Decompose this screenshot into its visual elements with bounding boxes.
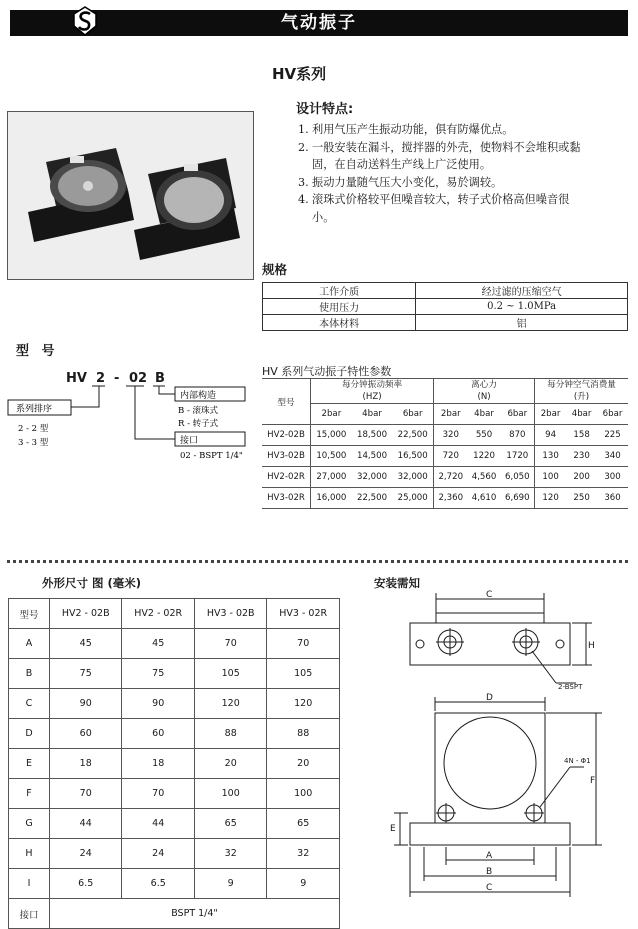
dim-cell: 70 [267, 629, 340, 659]
feature-text: 滚珠式价格较平但噪音较大，转子式价格高但噪音很小。 [312, 193, 570, 224]
col-header-pressure: 6bar [392, 404, 433, 425]
dim-cell: 9 [194, 869, 266, 899]
model-code-diagram [0, 360, 262, 490]
port-item: 02 - BSPT 1/4" [180, 451, 243, 461]
dim-cell: 65 [194, 809, 266, 839]
feature-item [298, 121, 588, 139]
spec-row [263, 299, 628, 315]
perf-cell: 870 [501, 425, 535, 446]
dim-cell: 100 [194, 779, 266, 809]
dim-cell: 70 [122, 779, 195, 809]
dim-cell: 9 [267, 869, 340, 899]
front-view-ring [444, 717, 536, 809]
col-header-pressure: 4bar [352, 404, 393, 425]
series-item: 2 - 2 型 [18, 424, 49, 434]
dim-cell: 24 [122, 839, 195, 869]
dim-row [9, 779, 340, 809]
dim-cell: 90 [50, 689, 122, 719]
dim-port-label: 接口 [9, 899, 50, 929]
dim-label-e: E [390, 824, 396, 834]
top-hole-icon [556, 640, 564, 648]
front-view-base [410, 823, 570, 845]
dim-row [9, 659, 340, 689]
dim-header: HV3 - 02B [194, 599, 266, 629]
dim-row-label: G [9, 809, 50, 839]
col-header-pressure: 6bar [597, 404, 628, 425]
dim-row-label: D [9, 719, 50, 749]
spec-row [263, 315, 628, 331]
code-size: 2 [96, 371, 106, 386]
dim-row-label: I [9, 869, 50, 899]
dim-cell: 45 [50, 629, 122, 659]
dim-cell: 90 [122, 689, 195, 719]
dim-cell: 105 [194, 659, 266, 689]
dim-cell: 120 [194, 689, 266, 719]
dim-cell: 24 [50, 839, 122, 869]
perf-cell: 94 [535, 425, 567, 446]
perf-cell: 300 [597, 467, 628, 488]
dim-row [9, 839, 340, 869]
dim-port-row [9, 899, 340, 929]
dim-row [9, 689, 340, 719]
perf-cell: 225 [597, 425, 628, 446]
perf-cell: 32,000 [392, 467, 433, 488]
title-bar [10, 10, 628, 36]
dim-label-a: A [486, 851, 493, 861]
dim-label-holes: 4N - Φ1 [564, 757, 591, 765]
dimensions-heading: 外形尺寸 图 (毫米) [42, 576, 142, 590]
perf-cell: 25,000 [392, 488, 433, 509]
perf-cell: 32,000 [352, 467, 393, 488]
perf-cell: 4,560 [467, 467, 500, 488]
col-header-pressure: 2bar [535, 404, 567, 425]
dim-label-d: D [486, 693, 493, 703]
col-header-model: 型号 [262, 379, 311, 425]
perf-cell: 1720 [501, 446, 535, 467]
dim-row-label: A [9, 629, 50, 659]
brand-logo-icon [72, 6, 98, 36]
dim-row-label: F [9, 779, 50, 809]
vibrator-illustration [8, 112, 253, 279]
perf-cell: 320 [434, 425, 468, 446]
dim-row [9, 629, 340, 659]
structure-item: B - 滚珠式 [178, 406, 219, 416]
perf-cell: 340 [597, 446, 628, 467]
dim-header: HV3 - 02R [267, 599, 340, 629]
col-header-pressure: 6bar [501, 404, 535, 425]
dim-row-label: E [9, 749, 50, 779]
dim-cell: 32 [194, 839, 266, 869]
dim-row-label: C [9, 689, 50, 719]
feature-number: 3. [298, 175, 309, 189]
perf-row [262, 488, 628, 509]
dim-label-c-bottom: C [486, 883, 493, 893]
dim-row-label: H [9, 839, 50, 869]
dim-cell: 100 [267, 779, 340, 809]
perf-cell: 22,500 [392, 425, 433, 446]
section-divider [7, 560, 628, 563]
perf-cell: 6,050 [501, 467, 535, 488]
perf-model: HV3-02B [262, 446, 311, 467]
code-port: 02 [129, 371, 148, 386]
perf-cell: 2,360 [434, 488, 468, 509]
perf-cell: 15,000 [311, 425, 352, 446]
dim-row [9, 869, 340, 899]
dim-cell: 32 [267, 839, 340, 869]
dim-cell: 120 [267, 689, 340, 719]
feature-text: 一般安装在漏斗，搅拌器的外壳，使物料不会堆积或黏固，在自动送料生产线上广泛使用。 [312, 140, 581, 172]
dim-cell: 75 [122, 659, 195, 689]
spec-label: 使用压力 [263, 299, 416, 315]
port-box-label: 接口 [180, 436, 199, 446]
dim-cell: 65 [267, 809, 340, 839]
dim-header-row [9, 599, 340, 629]
product-photo [7, 111, 254, 280]
dim-row [9, 719, 340, 749]
col-header-pressure: 2bar [434, 404, 468, 425]
perf-cell: 6,690 [501, 488, 535, 509]
performance-heading: HV 系列气动振子特性参数 [262, 365, 392, 378]
dim-header: HV2 - 02R [122, 599, 195, 629]
feature-number: 4. [298, 193, 309, 207]
dim-cell: 18 [122, 749, 195, 779]
features-heading: 设计特点: [296, 102, 354, 117]
dim-cell: 45 [122, 629, 195, 659]
performance-table [262, 378, 628, 509]
spec-table [262, 282, 628, 331]
structure-item: R - 转子式 [178, 419, 219, 429]
structure-box-label: 内部构造 [180, 391, 217, 401]
perf-model: HV2-02B [262, 425, 311, 446]
dim-port-value: BSPT 1/4" [50, 899, 340, 929]
code-dash: - [114, 371, 120, 386]
feature-number: 2. [298, 140, 309, 154]
spec-label: 本体材料 [263, 315, 416, 331]
dim-cell: 88 [194, 719, 266, 749]
dim-label-h: H [588, 641, 595, 651]
dim-cell: 6.5 [50, 869, 122, 899]
perf-model: HV2-02R [262, 467, 311, 488]
dim-cell: 20 [267, 749, 340, 779]
feature-item [298, 174, 588, 192]
perf-cell: 200 [566, 467, 597, 488]
dim-label-f: F [590, 776, 596, 786]
dim-row-label: B [9, 659, 50, 689]
perf-cell: 4,610 [467, 488, 500, 509]
perf-row [262, 467, 628, 488]
series-item: 3 - 3 型 [18, 438, 49, 448]
spec-row [263, 283, 628, 299]
perf-model: HV3-02R [262, 488, 311, 509]
model-heading: 型 号 [16, 344, 59, 359]
perf-cell: 10,500 [311, 446, 352, 467]
perf-row [262, 446, 628, 467]
dim-row [9, 749, 340, 779]
dim-label-bspt: 2-BSPT [558, 683, 583, 691]
col-header-group: 每分钟振动频率 (HZ) [311, 379, 434, 404]
col-header-pressure: 4bar [566, 404, 597, 425]
col-header-pressure: 2bar [311, 404, 352, 425]
dim-header: HV2 - 02B [50, 599, 122, 629]
top-hole-icon [416, 640, 424, 648]
dim-cell: 20 [194, 749, 266, 779]
feature-item [298, 139, 588, 174]
perf-cell: 27,000 [311, 467, 352, 488]
perf-cell: 130 [535, 446, 567, 467]
feature-text: 利用气压产生振动功能，俱有防爆优点。 [312, 123, 514, 136]
dim-cell: 44 [50, 809, 122, 839]
dim-row [9, 809, 340, 839]
dim-label-b: B [486, 867, 493, 877]
dimensions-table [8, 598, 340, 929]
dim-cell: 88 [267, 719, 340, 749]
perf-cell: 2,720 [434, 467, 468, 488]
perf-cell: 120 [535, 488, 567, 509]
dim-cell: 60 [122, 719, 195, 749]
dim-cell: 18 [50, 749, 122, 779]
spec-heading: 规格 [262, 262, 288, 277]
perf-cell: 158 [566, 425, 597, 446]
dim-cell: 6.5 [122, 869, 195, 899]
dim-cell: 70 [194, 629, 266, 659]
perf-cell: 550 [467, 425, 500, 446]
perf-cell: 18,500 [352, 425, 393, 446]
perf-cell: 22,500 [352, 488, 393, 509]
perf-cell: 250 [566, 488, 597, 509]
code-structure: B [155, 371, 165, 386]
col-header-pressure: 4bar [467, 404, 500, 425]
series-box-label: 系列排序 [16, 404, 53, 415]
dim-cell: 60 [50, 719, 122, 749]
perf-pressure-row [262, 404, 628, 425]
dim-cell: 75 [50, 659, 122, 689]
perf-header-row [262, 379, 628, 404]
features-list [298, 121, 588, 227]
dim-cell: 44 [122, 809, 195, 839]
spec-value: 经过滤的压缩空气 [416, 283, 628, 299]
perf-cell: 360 [597, 488, 628, 509]
feature-text: 振动力量随气压大小变化，易於调较。 [312, 175, 503, 189]
front-view-body [435, 713, 545, 823]
top-view-base [410, 623, 570, 665]
series-title: HV系列 [272, 65, 327, 83]
install-heading: 安装需知 [374, 576, 420, 590]
perf-row [262, 425, 628, 446]
perf-cell: 1220 [467, 446, 500, 467]
feature-number: 1. [298, 123, 309, 136]
spec-label: 工作介质 [263, 283, 416, 299]
perf-cell: 16,000 [311, 488, 352, 509]
col-header-group: 离心力 (N) [434, 379, 535, 404]
top-view-body [436, 613, 544, 623]
installation-drawing [380, 585, 630, 903]
perf-cell: 14,500 [352, 446, 393, 467]
perf-cell: 16,500 [392, 446, 433, 467]
dim-cell: 70 [50, 779, 122, 809]
perf-cell: 720 [434, 446, 468, 467]
code-series: HV [66, 371, 87, 386]
feature-item [298, 191, 588, 226]
col-header-group: 每分钟空气消费量 (升) [535, 379, 628, 404]
dim-label-c: C [486, 590, 493, 600]
dim-header: 型号 [9, 599, 50, 629]
page-title: 气动振子 [281, 13, 357, 33]
perf-cell: 100 [535, 467, 567, 488]
spec-value: 0.2 ~ 1.0MPa [416, 299, 628, 315]
spec-value: 铝 [416, 315, 628, 331]
perf-cell: 230 [566, 446, 597, 467]
dim-cell: 105 [267, 659, 340, 689]
